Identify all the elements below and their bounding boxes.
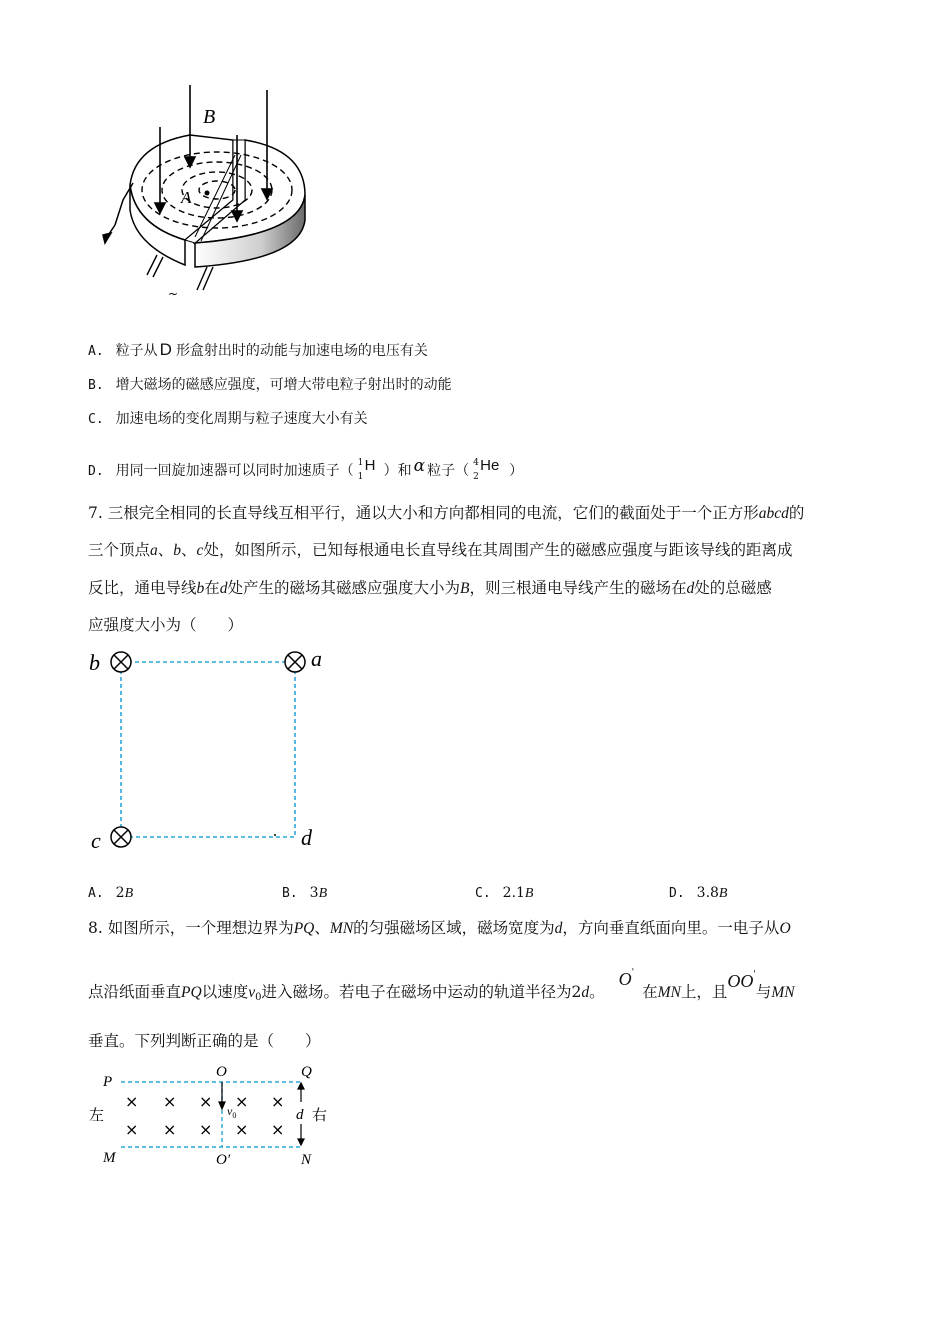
label-d: d xyxy=(301,825,312,850)
label-O-prime: O′ xyxy=(216,1152,231,1168)
cross-mark: × xyxy=(125,1092,139,1111)
label-b: b xyxy=(89,650,100,675)
label-O: O xyxy=(216,1064,227,1080)
q7-line-2: 三个顶点a、b、c处，如图所示，已知每根通电长直导线在其周围产生的磁感应强度与距该导线的距离成 xyxy=(88,541,793,559)
q7-option-a: A. 2B xyxy=(88,885,134,901)
label-M: M xyxy=(103,1150,116,1166)
label-Q: Q xyxy=(301,1064,312,1080)
q7-option-c: C. 2.1B xyxy=(475,885,534,901)
label-A: A xyxy=(181,188,192,207)
wire-b xyxy=(111,652,131,672)
q7-option-d: D. 3.8B xyxy=(669,885,728,901)
q6-option-c: C. 加速电场的变化周期与粒子速度大小有关 xyxy=(88,411,368,427)
cross-mark: × xyxy=(163,1120,177,1139)
q8-line-1: 8. 如图所示，一个理想边界为PQ、MN的匀强磁场区域，磁场宽度为d，方向垂直纸面向里。一电子从O xyxy=(88,919,791,937)
label-N: N xyxy=(301,1152,312,1168)
helium-nuclide: 4 2 He xyxy=(473,457,500,482)
cross-mark: × xyxy=(271,1092,285,1111)
label-P: P xyxy=(103,1074,113,1090)
label-left: 左 xyxy=(89,1106,105,1124)
wire-a xyxy=(285,652,305,672)
q6-option-a: A. 粒子从 D 形盒射出时的动能与加速电场的电压有关 xyxy=(88,340,428,359)
cross-mark: × xyxy=(235,1120,249,1139)
label-B: B xyxy=(203,106,216,128)
q7-line-4: 应强度大小为（ ） xyxy=(88,616,244,634)
label-ac: ~ xyxy=(168,287,179,301)
q7-line-3: 反比，通电导线b在d处产生的磁场其磁感应强度大小为B，则三根通电导线产生的磁场在d处的总磁感 xyxy=(88,579,772,597)
cross-mark: × xyxy=(271,1120,285,1139)
q8-field-figure xyxy=(85,1062,345,1172)
cross-mark: × xyxy=(199,1092,213,1111)
cross-mark: × xyxy=(163,1092,177,1111)
q7-line-1: 7. 三根完全相同的长直导线互相平行，通以大小和方向都相同的电流，它们的截面处于一个正方形abcd的 xyxy=(88,504,805,522)
q7-option-b: B. 3B xyxy=(282,885,328,901)
label-d: d xyxy=(296,1107,304,1123)
q6-option-b: B. 增大磁场的磁感应强度，可增大带电粒子射出时的动能 xyxy=(88,377,452,393)
label-a: a xyxy=(311,646,322,671)
cross-mark: × xyxy=(235,1092,249,1111)
square-outline xyxy=(121,662,295,837)
q7-square-figure xyxy=(85,645,335,860)
cross-mark: × xyxy=(199,1120,213,1139)
q8-line-2: 点沿纸面垂直PQ以速度v0进入磁场。若电子在磁场中运动的轨道半径为2d。O'在MN上，且OO'与MN xyxy=(88,968,795,1003)
wire-c xyxy=(111,827,131,847)
cross-mark: × xyxy=(125,1120,139,1139)
q6-option-d: D. 用同一回旋加速器可以同时加速质子（ 1 1 H ）和 α 粒子（ 4 2 He ） xyxy=(88,456,524,482)
label-c: c xyxy=(91,828,101,853)
label-v0: $v_0$ xyxy=(227,1104,237,1120)
cyclotron-figure xyxy=(95,85,325,305)
q8-line-3: 垂直。下列判断正确的是（ ） xyxy=(88,1032,321,1050)
proton-nuclide: 1 1 H xyxy=(357,457,376,482)
label-right: 右 xyxy=(312,1106,328,1124)
